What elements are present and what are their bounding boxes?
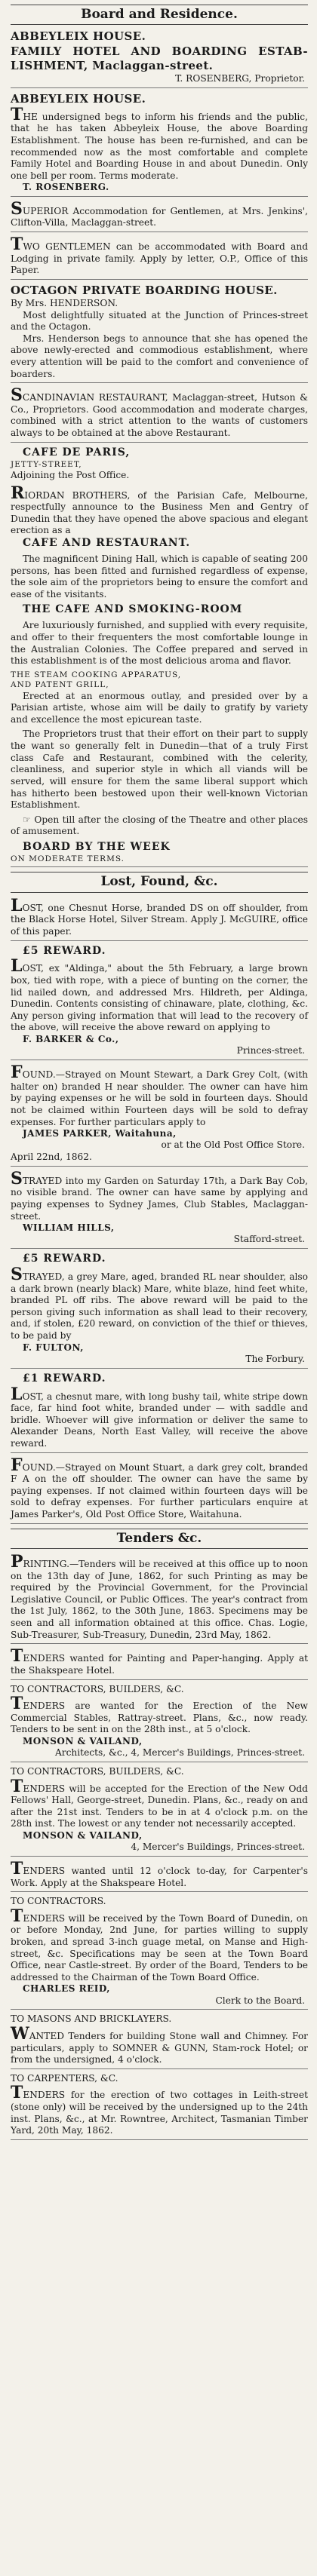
ad-subheading: THE CAFE AND SMOKING-ROOM [23, 603, 243, 616]
ad-signature: F. FULTON, [23, 1342, 84, 1353]
ad-text: Open till after the closing of the Theatre and other places of amusement. [11, 814, 308, 837]
ad-found-grey-colt [11, 1455, 308, 1524]
ad-signature: MONSON & VAILAND, [23, 1735, 143, 1746]
ad-body: Most delightfully situated at the Junction of Princes-street and the Octagon. [11, 309, 308, 333]
ad-subheading: THE STEAM COOKING APPARATUS, [11, 670, 182, 679]
ad-title: ABBEYLEIX HOUSE. [11, 29, 146, 44]
ad-painting-tenders [11, 1646, 308, 1679]
ad-address: The Forbury. [245, 1354, 305, 1365]
ad-reward-chesnut-mare [11, 1371, 308, 1453]
ad-signature: WILLIAM HILLS, [23, 1222, 115, 1234]
ad-body: TENDERS will be received by the Town Board of Dunedin, on or before Monday, 2nd June, for parties willing to supply broken, and spread 3-inch guage metal, on Manse and High-street, &c. Specifications may be seen at the Town Board Office, near Castle-street. By order of the Board, Tenders to be addressed to the Chairman of the Town Board Office. [11, 1906, 308, 1983]
ad-body: LOST, ex "Aldinga," about the 5th February, a large brown box, tied with rope, with a piece of bunting on the corner, the lid nailed down, and addressed Mrs. Hildreth, per Aldinga, Dunedin. Contents consisting of chinaware, plate, clothing, &c. Any person giving information that will lead to the recovery of the above, will receive the above reward on applying to [11, 956, 308, 1033]
ad-title: £1 REWARD. [23, 1372, 106, 1385]
ad-body: SCANDINAVIAN RESTAURANT, Maclaggan-street, Hutson & Co., Proprietors. Good accommodation and moderate charges, combined with a strict attention to the wants of customers always to be obtained at the above Restaurant. [11, 385, 308, 439]
ad-body: TWO GENTLEMEN can be accommodated with Board and Lodging in private family. Apply by letter, O.P., Office of this Paper. [11, 234, 308, 276]
ad-address: or at the Old Post Office Store. [161, 1139, 305, 1151]
ad-body: FOUND.—Strayed on Mount Stewart, a Dark Grey Colt, (with halter on) branded H near shoulder. The owner can have him by paying expenses or he will be sold in fourteen days. Should not be claimed within Fourteen days will be sold to defray expenses. For further particulars apply to [11, 1063, 308, 1127]
ad-body: WANTED Tenders for building Stone wall and Chimney. For particulars, apply to SOMNER & GUNN, Stam-rock Hotel; or from the undersigned, 4 o'clock. [11, 2023, 308, 2065]
ad-body: TENDERS wanted until 12 o'clock to-day, for Carpenter's Work. Apply at the Shakspeare Hotel. [11, 1858, 308, 1888]
ad-town-board-tenders [11, 1894, 308, 2010]
ad-body: LOST, one Chesnut Horse, branded DS on off shoulder, from the Black Horse Hotel, Silver Stream. Apply J. McGUIRE, office of this paper. [11, 895, 308, 937]
ad-printing-tenders [11, 1552, 308, 1644]
ad-body: Mrs. Henderson begs to announce that she has opened the above newly-erected and commodious establishment, where every attention will be paid to the comfort and convenience of boarders. [11, 333, 308, 379]
ad-body: STRAYED, a grey Mare, aged, branded RL near shoulder, also a dark brown (nearly black) Mare, white blaze, hind feet white, branded PL off ribs. The above reward will be paid to the person giving such information as shall lead to their recovery, and, if stolen, £20 reward, on conviction of the thief or thieves, to be paid by [11, 1265, 308, 1342]
ad-signature: MONSON & VAILAND, [23, 1829, 143, 1841]
ad-signature: T. ROSENBERG, Proprietor. [175, 72, 305, 84]
ad-superior-accommodation [11, 199, 308, 232]
ad-body: STRAYED into my Garden on Saturday 17th, a Dark Bay Cob, no visible brand. The owner can have same by applying and paying expenses to Sydney James, Club Stables, Maclaggan-street. [11, 1168, 308, 1222]
ad-subheading: BOARD BY THE WEEK [23, 840, 171, 853]
ad-subheading: AND PATENT GRILL, [11, 680, 109, 690]
ad-address: Clerk to the Board. [215, 1995, 305, 2006]
ad-strayed-cob [11, 1169, 308, 1249]
ad-title: TO CONTRACTORS. [11, 1896, 106, 1907]
ad-title: ABBEYLEIX HOUSE. [11, 91, 146, 106]
ad-signature: JAMES PARKER, Waitahuna, [23, 1128, 177, 1139]
ad-reward-box [11, 943, 308, 1061]
ad-title: TO CONTRACTORS, BUILDERS, &C. [11, 1765, 184, 1777]
ad-stables-tenders [11, 1682, 308, 1762]
section-header-tenders: Tenders &c. [11, 1529, 308, 1549]
ad-body: TENDERS are wanted for the Erection of the New Commercial Stables, Rattray-street. Plans, &c., now ready. Tenders to be sent in on the 28th inst., at 5 o'clock. [11, 1694, 308, 1735]
ad-title: CAFE DE PARIS, [23, 446, 131, 458]
ad-body: LOST, a chesnut mare, with long bushy tail, white stripe down face, far hind foot white, branded under — with saddle and bridle. Whoever will give information or deliver the same to Alexander Deans, North East Valley, will receive the above reward. [11, 1384, 308, 1449]
ad-body: TENDERS will be accepted for the Erection of the New Odd Fellows' Hall, George-street, Dunedin. Plans, &c., ready on and after the 21st inst. Tenders to be in at 4 o'clock p.m. on the 28th inst. The lowest or any tender not necessarily accepted. [11, 1776, 308, 1829]
ad-abbeyleix-house [11, 90, 308, 197]
ad-body [11, 814, 308, 838]
ad-masons-tenders [11, 2012, 308, 2068]
ad-signature: T. ROSENBERG. [23, 182, 109, 193]
section-header-lost: Lost, Found, &c. [11, 872, 308, 892]
ad-body: TENDERS for the erection of two cottages in Leith-street (stone only) will be received by the undersigned up to the 24th inst. Plans, &c., at Mr. Rowntree, Architect, Tasmanian Timber Yard, 20th May, 1862. [11, 2083, 308, 2136]
ad-date: April 22nd, 1862. [11, 1152, 92, 1163]
ad-body: The magnificent Dining Hall, which is capable of seating 200 persons, has been fitted and furnished regardless of expense, the sole aim of the proprietors being to ensure the comfort and ease of the visitants. [11, 554, 308, 600]
ad-title: TO MASONS AND BRICKLAYERS. [11, 2013, 172, 2025]
ad-body: PRINTING.—Tenders will be received at this office up to noon on the 13th day of June, 1862, for such Printing as may be required by the Provincial Government, for the Provincial Legislative Council, or Public Offices. The year's contract from the 1st July, 1862, to the 30th June, 1863. Specimens may be seen and all information obtained at this office. Chas. Logie, Sub-Treasurer, Sub-Treasury, Dunedin, 23rd May, 1862. [11, 1552, 308, 1640]
ad-body: Are luxuriously furnished, and supplied with every requisite, and offer to their frequenters the most comfortable lounge in the Australian Colonies. The Coffee prepared and served in this establishment is of the most delicious aroma and flavor. [11, 620, 308, 667]
ad-title: TO CARPENTERS, &C. [11, 2072, 118, 2084]
ad-title: £5 REWARD. [23, 1253, 106, 1265]
ad-body: SUPERIOR Accommodation for Gentlemen, at Mrs. Jenkins', Clifton-Villa, Maclaggan-street. [11, 198, 308, 228]
ad-scandinavian-restaurant [11, 385, 308, 442]
ad-cafe-de-paris [11, 445, 308, 868]
ad-title: TO CONTRACTORS, BUILDERS, &C. [11, 1683, 184, 1694]
ad-subtitle: Adjoining the Post Office. [11, 470, 130, 481]
ad-subheading: ON MODERATE TERMS. [11, 854, 125, 863]
ad-address: Princes-street. [236, 1045, 305, 1056]
ad-lost-horse [11, 896, 308, 941]
ad-cottages-tenders [11, 2072, 308, 2140]
ad-subtitle: FAMILY HOTEL AND BOARDING ESTAB-LISHMENT, Maclaggan-street. [11, 44, 308, 72]
ad-title: £5 REWARD. [23, 944, 106, 957]
section-header-board: Board and Residence. [11, 5, 308, 25]
ad-abbeyleix-header [11, 28, 308, 87]
pointing-hand-icon: ☞ [23, 814, 31, 825]
ad-body: TENDERS wanted for Painting and Paper-hanging. Apply at the Shakspeare Hotel. [11, 1646, 308, 1676]
ad-signature: F. BARKER & Co., [23, 1034, 119, 1045]
ad-found-colt [11, 1063, 308, 1167]
ad-body: The Proprietors trust that their effort on their part to supply the want so generally felt in Dunedin—that of a truly First class Cafe and Restaurant, combined with the celerity, cleanliness, and superior style in which all viands will be served, will ensure for them the same liberal support which has hitherto been bestowed upon their well-known Victorian Establishment. [11, 728, 308, 811]
ad-byline: By Mrs. HENDERSON. [11, 298, 118, 308]
ad-title: OCTAGON PRIVATE BOARDING HOUSE. [11, 283, 278, 297]
ad-address: 4, Mercer's Buildings, Princes-street. [131, 1842, 305, 1853]
ad-reward-mares [11, 1251, 308, 1369]
ad-address: Stafford-street. [233, 1234, 305, 1245]
ad-body: Erected at an enormous outlay, and presided over by a Parisian artiste, whose aim will be daily to gratify by variety and excellence the most epicurean taste. [11, 690, 308, 725]
ad-body: RIORDAN BROTHERS, of the Parisian Cafe, Melbourne, respectfully announce to the Business Men and Gentry of Dunedin that they have opened the above spacious and elegant erection as a [11, 483, 308, 536]
newspaper-column [0, 5, 317, 2140]
ad-octagon-boarding-house [11, 282, 308, 383]
ad-subheading: CAFE AND RESTAURANT. [23, 537, 191, 550]
ad-address: Architects, &c., 4, Mercer's Buildings, Princes-street. [54, 1747, 305, 1759]
ad-subtitle: JETTY-STREET, [11, 459, 82, 469]
ad-oddfellows-tenders [11, 1765, 308, 1857]
ad-two-gentlemen [11, 235, 308, 280]
ad-body: THE undersigned begs to inform his friends and the public, that he has taken Abbeyleix House, the above Boarding Establishment. The house has been re-furnished, and can be recommended now as the most comfortable and complete Family Hotel and Boarding House in and about Dunedin. Only one bell per room. Terms moderate. [11, 104, 308, 181]
ad-carpenter-tenders [11, 1859, 308, 1892]
ad-signature: CHARLES REID, [23, 1983, 110, 1995]
ad-body: FOUND.—Strayed on Mount Stuart, a dark grey colt, branded F A on the off shoulder. The owner can have the same by paying expenses. If not claimed within fourteen days will be sold to defray expenses. For further particulars enquire at James Parker's, Old Post Office Store, Waitahuna. [11, 1455, 308, 1520]
